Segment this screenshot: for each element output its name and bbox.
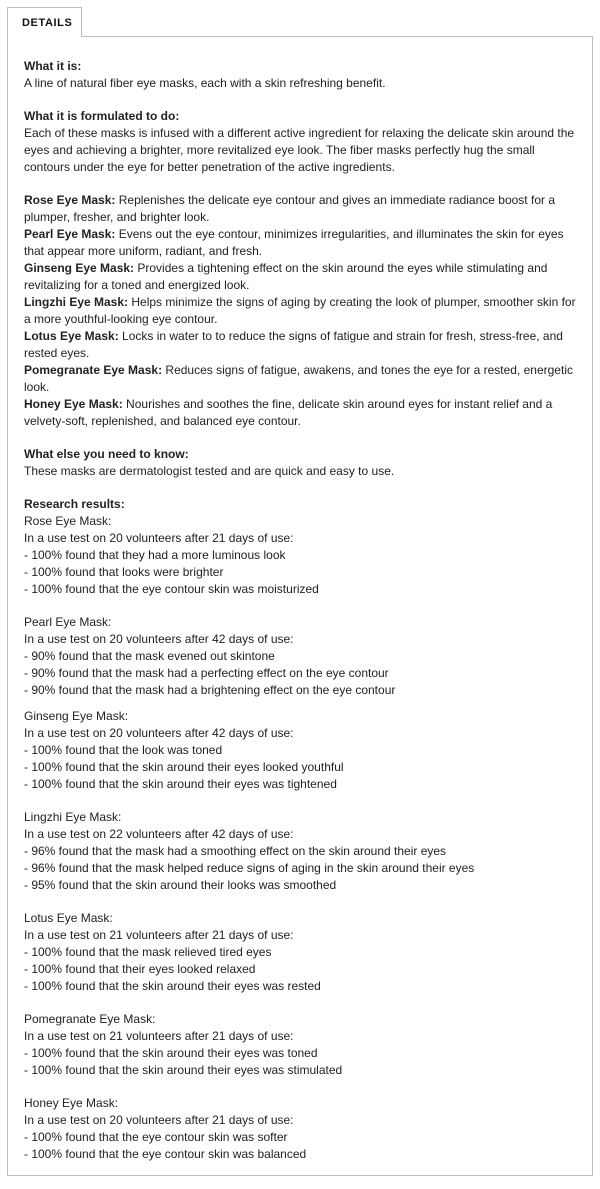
research-item: - 96% found that the mask had a smoothing effect on the skin around their eyes	[24, 844, 447, 858]
mask-benefit	[24, 260, 579, 294]
research-group-title: Rose Eye Mask:	[24, 514, 112, 528]
research-group-title: Honey Eye Mask:	[24, 1096, 119, 1110]
research-heading: Research results:	[24, 497, 125, 511]
mask-name: Pearl Eye Mask:	[24, 227, 116, 241]
research-item: - 100% found that the mask relieved tired eyes	[24, 945, 272, 959]
research-group-intro: In a use test on 20 volunteers after 21 days of use:	[24, 531, 294, 545]
research-group-title: Lotus Eye Mask:	[24, 911, 113, 925]
research-group-pomegranate	[24, 1011, 579, 1079]
research-group-pearl	[24, 614, 579, 699]
tab-details-label: DETAILS	[22, 17, 73, 29]
mask-benefit	[24, 192, 579, 226]
mask-desc: Replenishes the delicate eye contour and gives an immediate radiance boost for a plumper, fresher, and brighter look.	[24, 193, 555, 224]
mask-name: Rose Eye Mask:	[24, 193, 116, 207]
research-item: - 95% found that the skin around their looks was smoothed	[24, 878, 337, 892]
mask-benefit	[24, 396, 579, 430]
research-group-intro: In a use test on 20 volunteers after 42 days of use:	[24, 726, 294, 740]
research-item: - 100% found that the skin around their eyes looked youthful	[24, 760, 344, 774]
what-it-is-heading: What it is:	[24, 59, 82, 73]
mask-name: Pomegranate Eye Mask:	[24, 363, 163, 377]
section-else	[24, 446, 579, 480]
research-item: - 100% found that the eye contour skin was softer	[24, 1130, 288, 1144]
formulated-heading: What it is formulated to do:	[24, 109, 180, 123]
research-item: - 90% found that the mask had a perfecting effect on the eye contour	[24, 666, 389, 680]
research-group-title: Pomegranate Eye Mask:	[24, 1012, 156, 1026]
mask-name: Lotus Eye Mask:	[24, 329, 119, 343]
else-heading: What else you need to know:	[24, 447, 189, 461]
research-group-title: Lingzhi Eye Mask:	[24, 810, 122, 824]
research-item: - 100% found that their eyes looked relaxed	[24, 962, 256, 976]
research-item: - 90% found that the mask had a brightening effect on the eye contour	[24, 683, 396, 697]
else-text: These masks are dermatologist tested and are quick and easy to use.	[24, 464, 395, 478]
research-group-title: Pearl Eye Mask:	[24, 615, 112, 629]
research-item: - 100% found that the look was toned	[24, 743, 223, 757]
research-item: - 100% found that the skin around their eyes was tightened	[24, 777, 337, 791]
mask-desc: Nourishes and soothes the fine, delicate skin around eyes for instant relief and a velvety-soft, replenished, and balanced eye contour.	[24, 397, 553, 428]
research-item: - 100% found that the skin around their eyes was rested	[24, 979, 321, 993]
details-panel	[7, 36, 593, 1176]
research-group-lingzhi	[24, 809, 579, 894]
mask-benefit	[24, 294, 579, 328]
research-group-ginseng	[24, 708, 579, 793]
research-item: - 100% found that the eye contour skin was moisturized	[24, 582, 319, 596]
tab-details[interactable]	[7, 7, 82, 37]
research-group-intro: In a use test on 22 volunteers after 42 days of use:	[24, 827, 294, 841]
mask-name: Honey Eye Mask:	[24, 397, 123, 411]
mask-benefit	[24, 328, 579, 362]
mask-benefit	[24, 226, 579, 260]
research-group-intro: In a use test on 21 volunteers after 21 days of use:	[24, 928, 294, 942]
research-group-intro: In a use test on 20 volunteers after 42 days of use:	[24, 632, 294, 646]
mask-desc: Locks in water to to reduce the signs of fatigue and strain for fresh, stress-free, and rested eyes.	[24, 329, 563, 360]
research-group-rose	[24, 513, 579, 598]
mask-desc: Evens out the eye contour, minimizes irregularities, and illuminates the skin for eyes that appear more uniform, radiant, and fresh.	[24, 227, 564, 258]
mask-name: Ginseng Eye Mask:	[24, 261, 135, 275]
research-group-honey	[24, 1095, 579, 1163]
mask-benefits	[24, 192, 579, 430]
research-item: - 96% found that the mask helped reduce signs of aging in the skin around their eyes	[24, 861, 475, 875]
research-item: - 100% found that the eye contour skin was balanced	[24, 1147, 307, 1161]
section-formulated	[24, 108, 579, 176]
research-group-intro: In a use test on 20 volunteers after 21 days of use:	[24, 1113, 294, 1127]
what-it-is-text: A line of natural fiber eye masks, each with a skin refreshing benefit.	[24, 76, 386, 90]
details-content	[24, 58, 579, 1163]
research-group-intro: In a use test on 21 volunteers after 21 days of use:	[24, 1029, 294, 1043]
formulated-text: Each of these masks is infused with a different active ingredient for relaxing the delicate skin around the eyes and achieving a brighter, more revitalized eye look. The fiber masks perfectly hug the small contours under the eye for better penetration of the active ingredients.	[24, 126, 575, 174]
research-group-lotus	[24, 910, 579, 995]
section-what-it-is	[24, 58, 579, 92]
mask-desc: Provides a tightening effect on the skin around the eyes while stimulating and revitalizing for a toned and energized look.	[24, 261, 548, 292]
mask-name: Lingzhi Eye Mask:	[24, 295, 129, 309]
mask-benefit	[24, 362, 579, 396]
mask-desc: Helps minimize the signs of aging by creating the look of plumper, smoother skin for a more youthful-looking eye contour.	[24, 295, 576, 326]
research-item: - 100% found that the skin around their eyes was stimulated	[24, 1063, 343, 1077]
research-item: - 100% found that they had a more luminous look	[24, 548, 286, 562]
research-item: - 90% found that the mask evened out skintone	[24, 649, 275, 663]
section-research	[24, 496, 579, 1163]
research-group-title: Ginseng Eye Mask:	[24, 709, 129, 723]
research-item: - 100% found that the skin around their eyes was toned	[24, 1046, 318, 1060]
research-item: - 100% found that looks were brighter	[24, 565, 224, 579]
mask-desc: Reduces signs of fatigue, awakens, and tones the eye for a rested, energetic look.	[24, 363, 573, 394]
